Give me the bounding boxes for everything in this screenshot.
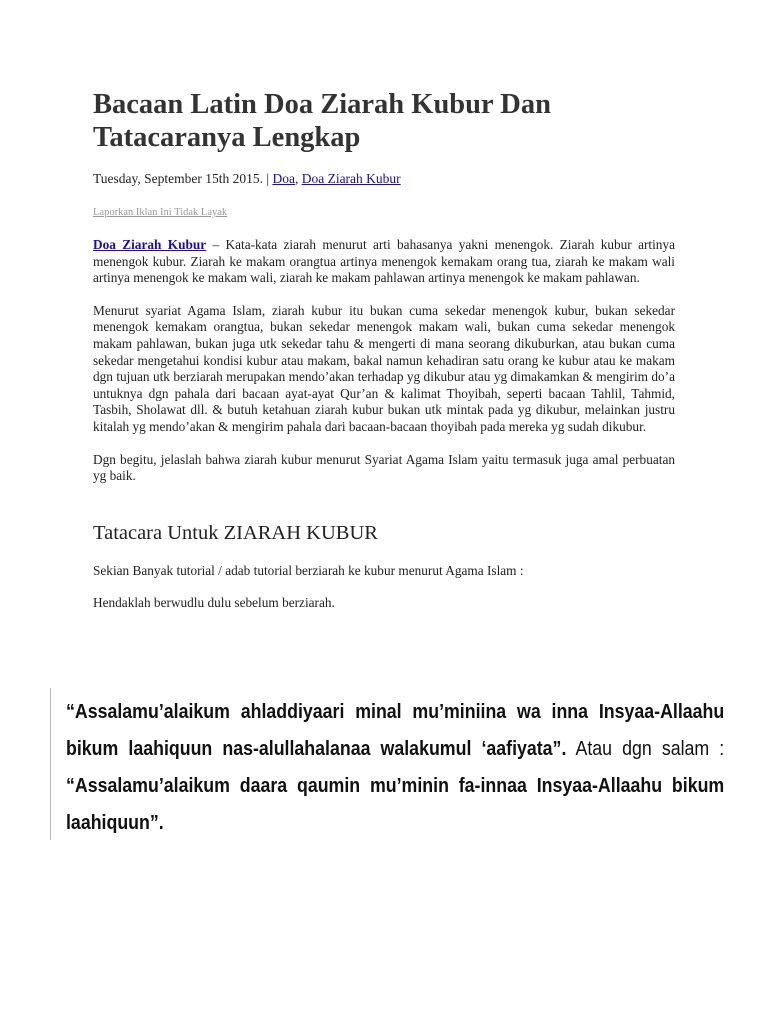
- quote-text: [66, 694, 724, 842]
- quote-salam-1: “Assalamu’alaikum ahladdiyaari minal mu’miniina wa inna Insyaa-Allaahu bikum laahiquun nas-alullahalanaa walakumul ‘aafiyata”.: [66, 701, 725, 760]
- paragraph-intro-text: – Kata-kata ziarah menurut arti bahasanya yakni menengok. Ziarah kubur artinya menengok kubur. Ziarah ke makam orangtua artinya menengok kemakam orang tua, ziarah ke makam wali artinya menengok ke makam wali, ziarah ke makam pahlawan artinya menengok ke makam pahlawan.: [93, 237, 675, 286]
- paragraph-adab-intro: Sekian Banyak tutorial / adab tutorial berziarah ke kubur menurut Agama Islam :: [93, 562, 524, 578]
- category-link-doa[interactable]: Doa: [272, 171, 295, 186]
- article-title: Bacaan Latin Doa Ziarah Kubur Dan Tatacaranya Lengkap: [93, 89, 551, 153]
- paragraph-syariat: Menurut syariat Agama Islam, ziarah kubur itu bukan cuma sekedar menengok kubur, bukan sekedar menengok kemakam orangtua, bukan sekedar menengok makam wali, bukan cuma sekedar menengok makam pahlawan, bukan juga utk sekedar tahu & mengerti di mana seorang dikuburkan, atau bukan cuma sekedar mengetahui kondisi kubur atau makam, bakal namun kehadiran satu orang ke kubur atau ke makam dgn tujuan utk berziarah merupakan mendo’akan terhadap yg dikubur atau yg dimakamkan & mengirim do’a untuknya dgn pahala dari bacaan ayat-ayat Qur’an & kalimat Thoyibah, seperti bacaan Tahlil, Tahmid, Tasbih, Sholawat dll. & butuh ketahuan ziarah kubur bukan utk mintak pada yg dikubur, melainkan justru kitalah yg mendo’akan & mengirim pahala dari bacaan-bacaan thoyibah pada mereka yg sudah dikubur.: [93, 302, 675, 434]
- paragraph-conclusion: Dgn begitu, jelaslah bahwa ziarah kubur menurut Syariat Agama Islam yaitu termasuk juga amal perbuatan yg baik.: [93, 451, 675, 484]
- lead-link-doa-ziarah-kubur[interactable]: Doa Ziarah Kubur: [93, 237, 207, 252]
- section-heading: Tatacara Untuk ZIARAH KUBUR: [93, 521, 378, 544]
- category-separator: ,: [294, 171, 299, 186]
- quote-end: .: [158, 812, 164, 834]
- paragraph-intro: [93, 237, 675, 287]
- paragraph-wudlu: Hendaklah berwudlu dulu sebelum berziarah.: [93, 595, 335, 611]
- category-link-doa-ziarah-kubur[interactable]: Doa Ziarah Kubur: [301, 171, 401, 186]
- article: [93, 88, 675, 612]
- report-ad-link[interactable]: Laporkan Iklan Ini Tidak Layak: [93, 207, 228, 218]
- quote-connector: Atau dgn salam :: [566, 738, 725, 760]
- quote-image: [50, 688, 727, 840]
- post-meta: [93, 171, 675, 187]
- quote-salam-2: “Assalamu’alaikum daara qaumin mu’minin fa-innaa Insyaa-Allaahu bikum laahiquun”: [66, 775, 725, 834]
- post-date: Tuesday, September 15th 2015. |: [93, 171, 270, 186]
